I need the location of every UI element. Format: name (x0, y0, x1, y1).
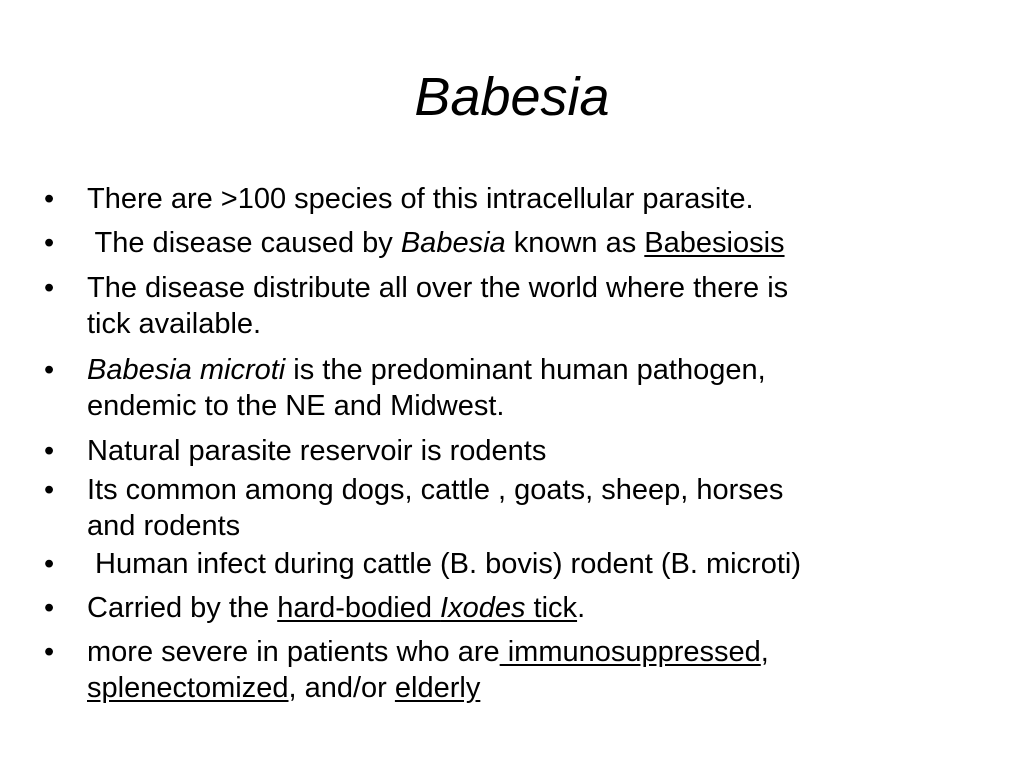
ixodes-tick-link[interactable] (277, 592, 577, 624)
bullet-text: known as (505, 227, 645, 259)
bullet-dot-icon: • (44, 435, 55, 467)
bullet-dot-icon: • (44, 227, 55, 259)
link-text: hard-bodied (277, 592, 441, 624)
babesiosis-link[interactable]: Babesiosis (644, 227, 785, 259)
bullet-item-2 (44, 225, 947, 261)
bullet-text: Natural parasite reservoir is rodents (87, 435, 547, 467)
italic-term: Ixodes (440, 592, 526, 624)
bullet-text: is the predominant human pathogen, (285, 354, 766, 386)
bullet-dot-icon: • (44, 354, 55, 386)
italic-term: Babesia (400, 227, 506, 259)
bullet-item-4 (44, 352, 947, 424)
bullet-dot-icon: • (44, 636, 55, 668)
bullet-text: There are >100 species of this intracellular parasite. (87, 183, 754, 215)
immunosuppressed-link[interactable]: immunosuppressed (499, 636, 761, 668)
bullet-text-line2: tick available. (87, 308, 262, 340)
bullet-dot-icon: • (44, 474, 55, 506)
bullet-item-1 (44, 181, 947, 217)
bullet-text-line2: endemic to the NE and Midwest. (87, 390, 505, 422)
elderly-link[interactable]: elderly (394, 672, 481, 704)
bullet-item-3 (44, 270, 947, 342)
bullet-dot-icon: • (44, 592, 55, 624)
slide-title: Babesia (414, 67, 610, 127)
bullet-text: The disease distribute all over the world where there is (87, 272, 789, 304)
bullet-item-5 (44, 433, 947, 469)
bullet-dot-icon: • (44, 183, 55, 215)
bullet-item-7 (44, 546, 947, 582)
bullet-dot-icon: • (44, 548, 55, 580)
bullet-text: Its common among dogs, cattle , goats, sheep, horses (87, 474, 784, 506)
bullet-text: Human infect during cattle (B. bovis) rodent (B. microti) (87, 548, 801, 580)
bullet-text: The disease caused by (87, 227, 401, 259)
bullet-text: more severe in patients who are (87, 636, 500, 668)
italic-term: Babesia microti (87, 354, 286, 386)
bullet-text: , and/or (288, 672, 395, 704)
bullet-item-8 (44, 590, 947, 626)
splenectomized-link[interactable]: splenectomized (87, 672, 289, 704)
bullet-text-line2: and rodents (87, 510, 241, 542)
bullet-text: Carried by the (87, 592, 278, 624)
bullet-text: , (760, 636, 769, 668)
bullet-item-6 (44, 472, 947, 544)
link-text: tick (525, 592, 578, 624)
bullet-text: . (577, 592, 586, 624)
bullet-item-9 (44, 634, 947, 706)
bullet-dot-icon: • (44, 272, 55, 304)
